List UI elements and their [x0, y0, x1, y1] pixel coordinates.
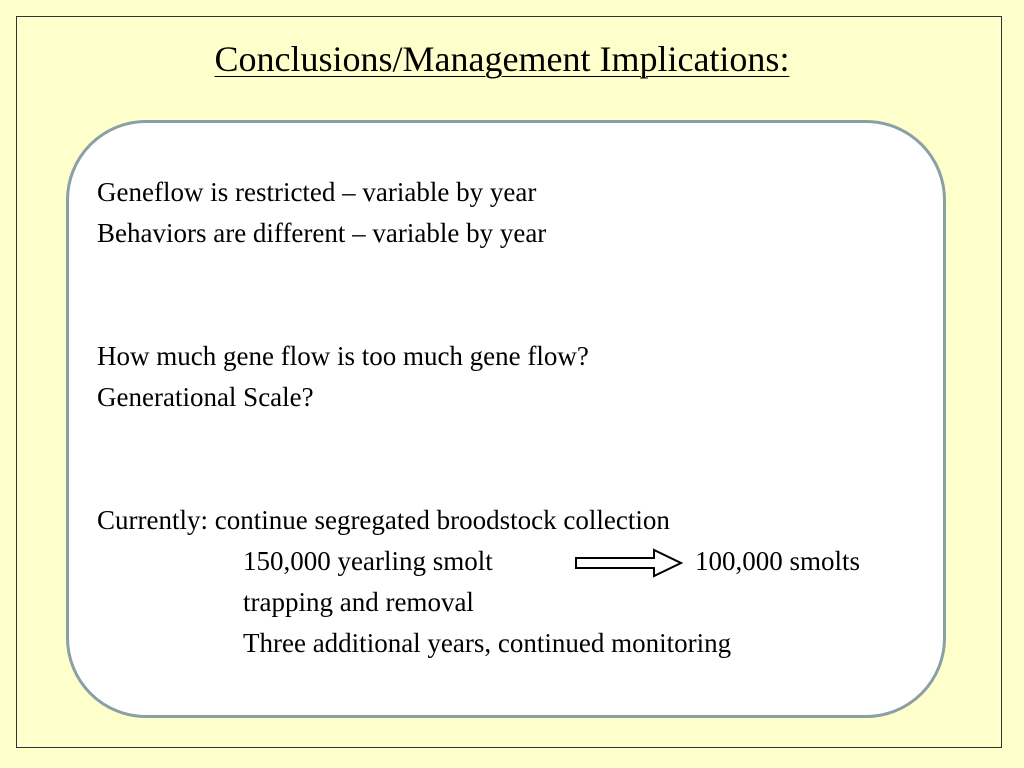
trapping-line: trapping and removal [243, 587, 474, 617]
smolt-from-text: 150,000 yearling smolt [243, 546, 493, 576]
smolt-to-text: 100,000 smolts [695, 546, 861, 576]
additional-years-line: Three additional years, continued monitoring [243, 628, 732, 658]
generational-scale-question: Generational Scale? [97, 382, 314, 412]
geneflow-line: Geneflow is restricted – variable by year [97, 177, 537, 207]
currently-line: Currently: continue segregated broodstock collection [97, 505, 670, 535]
slide-title: Conclusions/Management Implications: [214, 39, 790, 79]
behaviors-line: Behaviors are different – variable by year [97, 218, 547, 248]
right-arrow-icon [574, 548, 684, 578]
gene-flow-question: How much gene flow is too much gene flow? [97, 341, 589, 371]
